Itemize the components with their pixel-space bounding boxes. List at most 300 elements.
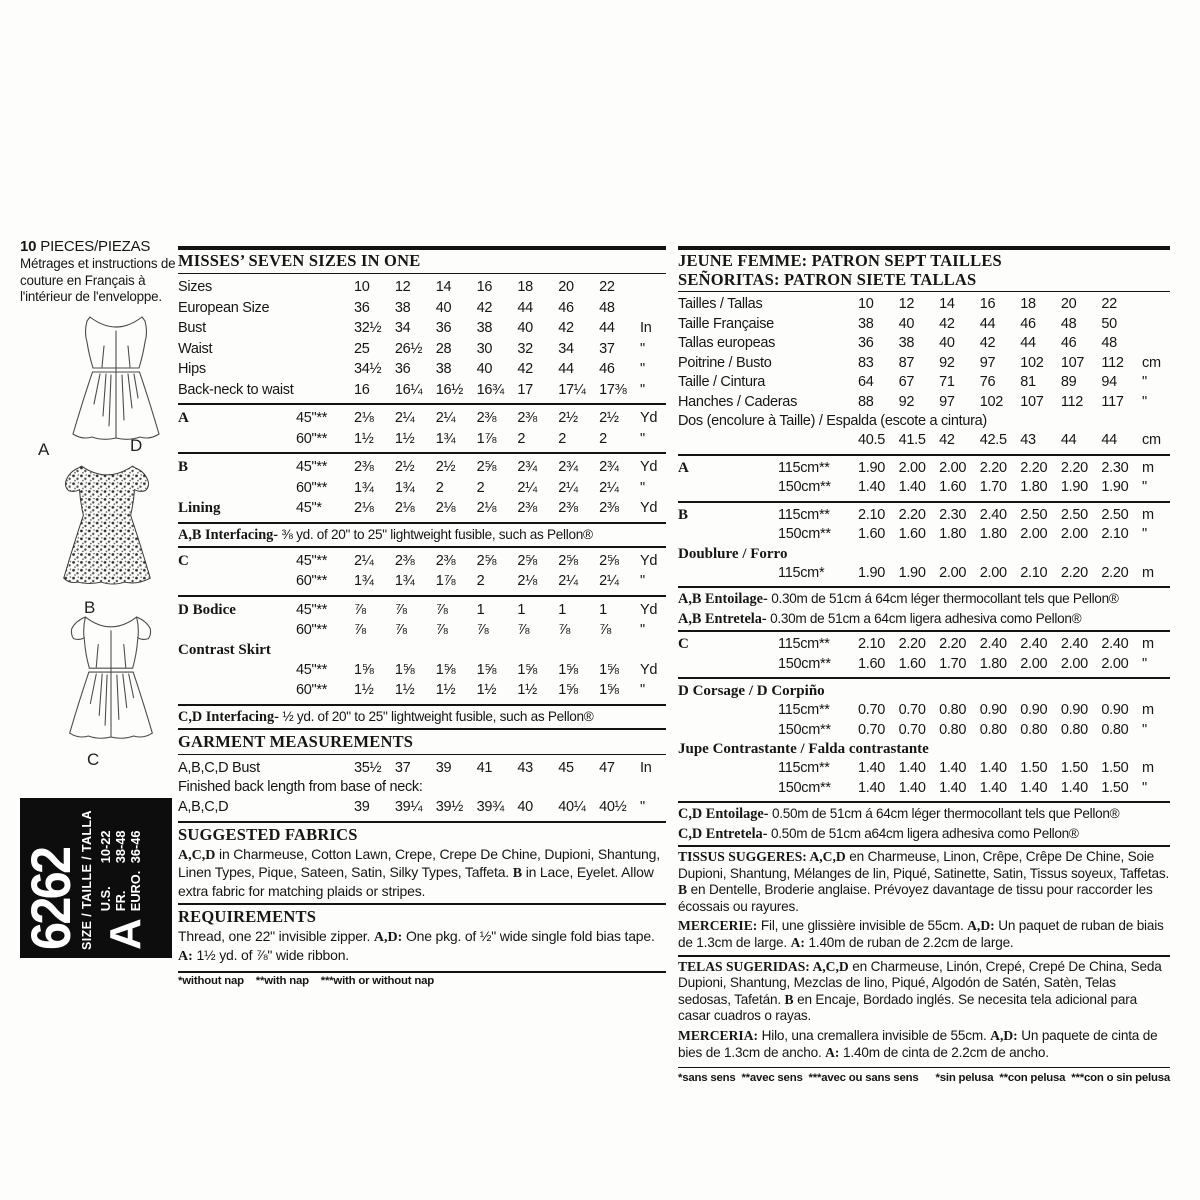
view-b-lining-yardage-table [178, 456, 666, 520]
divider [678, 1067, 1170, 1068]
size-range-row-us: U.S. 10-22 [97, 830, 113, 912]
value-cell: 40 [939, 335, 955, 351]
unit-cell: " [640, 479, 645, 496]
pieces-note-block [20, 238, 178, 306]
value-cell: 2 [517, 430, 526, 447]
bold-segment: A: [178, 948, 193, 964]
value-cell: 37 [394, 759, 411, 776]
value-cell: 1⅝ [394, 661, 415, 678]
tissus-suggeres-body [678, 849, 1170, 915]
value-cell: 0.80 [939, 702, 967, 718]
fabric-width-cell: 60"** [296, 479, 328, 496]
row-label: C [178, 552, 189, 569]
pieces-count [20, 238, 178, 255]
value-cell: 83 [858, 354, 874, 371]
table-row [678, 564, 1170, 584]
value-cell: 44 [1101, 432, 1117, 448]
row-label: European Size [178, 299, 270, 316]
value-cell: 45 [558, 759, 574, 776]
pattern-number: 6262 [19, 848, 82, 950]
row-label: Sizes [178, 279, 212, 295]
value-cell: 18 [1020, 296, 1036, 312]
divider [178, 546, 666, 548]
value-cell: 20 [558, 279, 574, 295]
value-cell: 1.40 [898, 779, 926, 796]
divider [178, 595, 666, 597]
value-cell: 35½ [354, 759, 382, 776]
value-cell: 2⅜ [354, 459, 374, 475]
value-cell: 1⅝ [599, 682, 619, 698]
fabric-width-cell: 45"** [296, 459, 328, 475]
english-title: MISSES’ SEVEN SIZES IN ONE [178, 251, 421, 270]
row-label: Jupe Contrastante / Falda contrastante [678, 741, 929, 757]
value-cell: 2⅛ [394, 500, 415, 516]
view-letter-badge: A [100, 918, 150, 950]
value-cell: 107 [1060, 354, 1085, 371]
value-cell: 0.80 [1060, 721, 1088, 738]
value-cell: 1.60 [898, 655, 926, 672]
row-label: Poitrine / Busto [678, 354, 772, 371]
value-cell: 89 [1060, 374, 1077, 390]
value-cell: 47 [599, 759, 615, 776]
value-cell: 1.80 [939, 526, 967, 542]
value-cell: 46 [599, 361, 615, 377]
note-lead: A,B Entretela- [678, 611, 767, 627]
view-d-contrast-yardage-table [178, 599, 666, 702]
fabric-width-cell: 45"** [296, 601, 328, 618]
divider [178, 522, 666, 524]
value-cell: 2.10 [858, 506, 886, 523]
value-cell: 2.20 [939, 636, 967, 652]
value-cell: 2⅛ [476, 500, 497, 516]
fabric-width-cell: 150cm** [778, 655, 831, 672]
value-cell: 38 [898, 335, 915, 351]
value-cell: 1.40 [1060, 779, 1088, 796]
value-cell: 2.40 [979, 506, 1007, 523]
value-cell: 81 [1020, 374, 1036, 390]
unit-cell: " [1142, 393, 1147, 410]
value-cell: 1.40 [898, 479, 926, 495]
value-cell: 1.80 [979, 526, 1007, 542]
value-cell: 2⅛ [435, 500, 456, 516]
note-text: 0.30m de 51cm á 64cm léger thermocollant tels que Pellon® [767, 591, 1119, 606]
value-cell: 14 [939, 296, 955, 312]
bold-segment: TELAS SUGERIDAS: A,C,D [678, 958, 849, 974]
value-cell: 46 [558, 299, 574, 316]
value-cell: 97 [939, 393, 955, 410]
value-cell: 43 [1020, 432, 1036, 448]
value-cell: 2½ [394, 459, 415, 475]
bold-segment: B [678, 882, 688, 898]
value-cell: 1½ [435, 682, 456, 698]
row-label: Waist [178, 340, 213, 357]
value-cell: 10 [354, 279, 370, 295]
value-cell: 2.20 [1060, 459, 1088, 476]
value-cell: 1.50 [1101, 779, 1129, 796]
dress-c-illustration [52, 610, 170, 746]
value-cell: 42 [979, 335, 996, 351]
value-cell: 1.60 [939, 479, 967, 495]
row-label: Hips [178, 361, 206, 377]
value-cell: 1½ [476, 682, 497, 698]
table-row [178, 457, 666, 478]
value-cell: 1 [599, 601, 607, 618]
unit-cell: Yd [640, 410, 658, 426]
nap-footnote-spanish: *sin pelusa **con pelusa ***con o sin pelusa [935, 1072, 1170, 1085]
value-cell: 2.20 [898, 636, 926, 652]
value-cell: 1⅝ [435, 661, 456, 678]
interfacing-note-line [678, 825, 1170, 843]
value-cell: 0.70 [898, 702, 926, 718]
value-cell: 2⅜ [394, 552, 415, 569]
row-label: Taille / Cintura [678, 374, 766, 390]
dress-back-cap-sleeve-drawing [52, 610, 170, 746]
divider [178, 273, 666, 274]
fabric-width-cell: 60"** [296, 682, 328, 698]
fabric-width-cell: 45"* [296, 500, 322, 516]
fabric-width-cell: 150cm** [778, 526, 831, 542]
value-cell: 40 [517, 320, 533, 336]
value-cell: 36 [435, 320, 452, 336]
value-cell: 2⅜ [476, 410, 497, 426]
divider [678, 291, 1170, 292]
value-cell: 117 [1101, 393, 1124, 410]
unit-cell: " [640, 622, 645, 638]
bold-segment: A,C,D [178, 847, 216, 863]
fabric-width-cell: 45"** [296, 410, 328, 426]
unit-cell: " [1142, 526, 1147, 542]
table-row [178, 620, 666, 641]
table-row [178, 277, 666, 298]
value-cell: 50 [1101, 315, 1117, 332]
table-row [178, 680, 666, 701]
row-label: Hanches / Caderas [678, 393, 798, 410]
row-label: Back-neck to waist [178, 381, 294, 398]
nap-footnote-english: *without nap **with nap ***with or without nap [178, 975, 435, 987]
value-cell: 1.40 [898, 760, 926, 776]
row-label: Finished back length from base of neck: [178, 779, 423, 795]
value-cell: 0.70 [898, 721, 926, 738]
cd-entoilage-notes [678, 805, 1170, 843]
bold-segment: A,D: [967, 918, 995, 934]
unit-cell: m [1142, 702, 1154, 718]
value-cell: 2.00 [1020, 526, 1048, 542]
value-cell: 1½ [354, 430, 374, 447]
value-cell: 48 [1060, 315, 1077, 332]
divider [178, 903, 666, 905]
ab-interfacing-note [178, 526, 666, 544]
table-row [178, 498, 666, 519]
interfacing-note-line [678, 805, 1170, 823]
value-cell: 48 [1101, 335, 1117, 351]
unit-cell: m [1142, 636, 1154, 652]
value-cell: 2¼ [435, 410, 456, 426]
unit-cell: " [640, 340, 645, 357]
unit-cell: Yd [640, 601, 658, 618]
row-label: Taille Française [678, 315, 774, 332]
value-cell: 2¾ [599, 459, 619, 475]
size-range-row-fr: FR. 38-48 [112, 830, 128, 912]
cd-interfacing-note [178, 708, 666, 726]
row-label: A,B,C,D [178, 799, 229, 815]
bold-segment: A,D: [990, 1027, 1018, 1043]
value-cell: 2.20 [1101, 564, 1129, 581]
value-cell: 1.50 [1101, 760, 1129, 776]
value-cell: 40¼ [558, 799, 586, 815]
value-cell: 1.40 [858, 779, 886, 796]
unit-cell: " [640, 573, 645, 589]
note-lead: A,B Entoilage- [678, 591, 768, 607]
spanish-title: SEÑORITAS: PATRON SIETE TALLAS [678, 270, 977, 289]
value-cell: 43 [517, 759, 533, 776]
bold-segment: MERCERIE: [678, 918, 758, 934]
value-cell: 16 [354, 381, 370, 398]
value-cell: 44 [1020, 335, 1036, 351]
interfacing-note-line [178, 526, 666, 544]
row-label: A [678, 459, 689, 476]
value-cell: 1.90 [858, 459, 886, 476]
size-ranges-block [97, 806, 150, 950]
value-cell: 46 [1060, 335, 1077, 351]
table-row [178, 298, 666, 319]
value-cell: 40 [435, 299, 452, 316]
value-cell: 2⅛ [517, 573, 537, 589]
fabric-width-cell: 150cm** [778, 479, 831, 495]
value-cell: 32½ [354, 320, 382, 336]
table-row [678, 655, 1170, 675]
text-segment: Thread, one 22" invisible zipper. [178, 928, 374, 944]
value-cell: 1.40 [939, 760, 967, 776]
table-row [678, 701, 1170, 721]
value-cell: 0.90 [1101, 702, 1129, 718]
value-cell: 92 [939, 354, 955, 371]
value-cell: 1.40 [1020, 779, 1048, 796]
view-label-d: D [130, 436, 143, 455]
unit-cell: " [640, 799, 645, 815]
garment-measurements-title: GARMENT MEASUREMENTS [178, 731, 414, 751]
unit-cell: " [640, 682, 645, 698]
value-cell: 2.20 [1060, 564, 1088, 581]
bold-segment: MERCERIA: [678, 1027, 759, 1043]
value-cell: 1½ [394, 430, 415, 447]
unit-cell: m [1142, 564, 1154, 581]
value-cell: 14 [435, 279, 452, 295]
suggested-fabrics-title: SUGGESTED FABRICS [178, 824, 358, 844]
fabric-width-cell: 115cm** [778, 459, 830, 476]
value-cell: 1⅞ [476, 430, 497, 447]
value-cell: 2.10 [858, 636, 886, 652]
value-cell: 87 [898, 354, 915, 371]
text-segment: Un paquet de ruban de biais de 1.3cm de large. [678, 918, 1164, 950]
value-cell: 2⅜ [599, 500, 619, 516]
value-cell: 1⅝ [599, 661, 619, 678]
value-cell: 46 [1020, 315, 1036, 332]
value-cell: 17 [517, 381, 533, 398]
view-c-yardage-table [178, 550, 666, 593]
table-row [178, 778, 666, 797]
note-text: 0.30m de 51cm a 64cm ligera adhesiva como Pellon® [766, 611, 1082, 626]
value-cell: 2⅝ [476, 552, 497, 569]
value-cell: 0.80 [1020, 721, 1048, 738]
value-cell: 1⅞ [435, 573, 456, 589]
row-label: D Bodice [178, 601, 236, 618]
table-row [678, 635, 1170, 655]
note-text: 0.50m de 51cm á 64cm léger thermocollant tels que Pellon® [768, 806, 1120, 821]
value-cell: 64 [858, 374, 874, 390]
value-cell: 2.50 [1020, 506, 1048, 523]
value-cell: 44 [558, 361, 574, 377]
table-row [678, 682, 1170, 701]
text-segment: en Charmeuse, Linón, Crepé, Crepé De China, Seda Dupioni, Shantung, Mezclas de lino, Piqué, Algodón de Satén, Satèn, Telas sedosas, Tafetán. [678, 958, 1162, 1007]
divider [178, 452, 666, 454]
unit-cell: " [1142, 779, 1147, 796]
value-cell: 2¼ [558, 479, 578, 496]
merceria-body [678, 1028, 1170, 1061]
value-cell: 39 [354, 799, 370, 815]
text-segment: Fil, une glissière invisible de 55cm. [757, 918, 968, 934]
value-cell: 2 [435, 479, 444, 496]
note-text: ½ yd. of 20" to 25" lightweight fusible, such as Pellon® [278, 708, 594, 724]
table-row [678, 478, 1170, 498]
value-cell: ⅞ [558, 622, 571, 638]
fabric-width-cell: 60"** [296, 622, 328, 638]
table-row [678, 431, 1170, 451]
value-cell: ⅞ [435, 622, 448, 638]
table-row [178, 641, 666, 660]
value-cell: 2.00 [1060, 655, 1088, 672]
divider [678, 630, 1170, 632]
value-cell: 2 [599, 430, 607, 447]
size-range-row-euro: EURO. 36-46 [127, 830, 143, 912]
text-segment: 1.40m de cinta de 2.2cm de ancho. [839, 1044, 1049, 1060]
value-cell: 39½ [435, 799, 464, 815]
text-segment: in Lace, Eyelet. Allow extra fabric for matching plaids or stripes. [178, 864, 654, 899]
value-cell: 2.30 [1101, 459, 1129, 476]
fabric-width-cell: 60"** [296, 430, 328, 447]
fabric-width-cell: 60"** [296, 573, 328, 589]
row-label: D Corsage / D Corpiño [678, 683, 825, 699]
row-label: B [178, 459, 189, 475]
value-cell: 2⅝ [599, 552, 619, 569]
value-cell: 92 [898, 393, 915, 410]
value-cell: 1¾ [435, 430, 456, 447]
unit-cell: Yd [640, 661, 658, 678]
value-cell: 36 [394, 361, 411, 377]
french-title: JEUNE FEMME: PATRON SEPT TAILLES [678, 251, 1002, 270]
row-label: B [678, 506, 689, 523]
value-cell: 1⅝ [476, 661, 497, 678]
table-row [678, 354, 1170, 374]
value-cell: 34½ [354, 361, 382, 377]
value-cell: 16½ [435, 381, 464, 398]
value-cell: 2½ [558, 410, 578, 426]
suggested-fabrics-body [178, 846, 666, 901]
value-cell: 2¾ [517, 459, 537, 475]
value-cell: 2¼ [599, 479, 619, 496]
value-cell: 2.10 [1101, 526, 1129, 542]
french-spanish-panel [678, 246, 1170, 1084]
table-row [178, 318, 666, 339]
divider [178, 971, 666, 973]
value-cell: ⅞ [394, 622, 407, 638]
size-box-rotated-content [20, 798, 172, 958]
value-cell: 1.80 [1020, 479, 1048, 495]
table-row [178, 758, 666, 779]
value-cell: 0.90 [979, 702, 1007, 718]
value-cell: 1¾ [354, 573, 374, 589]
table-row [178, 660, 666, 681]
french-instructions-note: Métrages et instructions de couture en Français à l'intérieur de l'enveloppe. [20, 256, 176, 304]
fabric-width-cell: 115cm* [778, 564, 825, 581]
value-cell: 38 [476, 320, 493, 336]
unit-cell: Yd [640, 552, 658, 569]
value-cell: 2⅝ [558, 552, 578, 569]
unit-cell: cm [1142, 354, 1161, 371]
value-cell: 2.40 [979, 636, 1007, 652]
unit-cell: " [1142, 721, 1147, 738]
value-cell: 40 [898, 315, 915, 332]
value-cell: 1.70 [939, 655, 967, 672]
value-cell: ⅞ [354, 601, 366, 618]
text-segment: en Charmeuse, Linon, Crêpe, Crêpe De Chine, Soie Dupioni, Shantung, Mélanges de lin, Piqué, Satinette, Satin, Tissus soyeux, Taffetas. [678, 849, 1170, 881]
value-cell: 38 [435, 361, 452, 377]
value-cell: 1.90 [898, 564, 926, 581]
divider [178, 704, 666, 706]
nap-footnote-french-spanish [678, 1070, 1170, 1084]
value-cell: 67 [898, 374, 915, 390]
bold-segment: A: [790, 934, 805, 950]
value-cell: 1⅝ [517, 661, 537, 678]
value-cell: 2.40 [1060, 636, 1088, 652]
table-row [678, 525, 1170, 545]
value-cell: ⅞ [354, 622, 366, 638]
value-cell: 2.00 [939, 564, 967, 581]
value-cell: 2.40 [1020, 636, 1048, 652]
divider [678, 677, 1170, 679]
value-cell: 0.70 [858, 702, 886, 718]
unit-cell: " [640, 430, 645, 447]
nap-footnote-french: *sans sens **avec sens ***avec ou sans sens [678, 1072, 919, 1085]
value-cell: 2.00 [979, 564, 1007, 581]
value-cell: 0.90 [1020, 702, 1048, 718]
value-cell: 2⅜ [517, 500, 537, 516]
value-cell: 1 [558, 601, 567, 618]
value-cell: 17¼ [558, 381, 586, 398]
table-row [678, 393, 1170, 413]
view-a-metrage-table [678, 458, 1170, 499]
unit-cell: cm [1142, 432, 1161, 448]
unit-cell: " [1142, 655, 1147, 672]
fabric-width-cell: 150cm** [778, 721, 831, 738]
value-cell: 34 [394, 320, 411, 336]
value-cell: 112 [1060, 393, 1084, 410]
text-segment: Hilo, una cremallera invisible de 55cm. [758, 1027, 991, 1043]
table-row [178, 380, 666, 401]
value-cell: ⅞ [517, 622, 530, 638]
value-cell: 1½ [517, 682, 537, 698]
value-cell: 2⅛ [354, 500, 374, 516]
bold-segment: B [512, 866, 523, 881]
value-cell: 30 [476, 340, 493, 357]
telas-sugeridas-body [678, 959, 1170, 1025]
divider [178, 754, 666, 755]
value-cell: 1.60 [858, 526, 886, 542]
value-cell: 40½ [599, 799, 627, 815]
value-cell: 48 [599, 299, 615, 316]
unit-cell: m [1142, 459, 1154, 476]
value-cell: 2½ [435, 459, 456, 475]
row-label: Dos (encolure à Taille) / Espalda (escote a cintura) [678, 413, 987, 429]
